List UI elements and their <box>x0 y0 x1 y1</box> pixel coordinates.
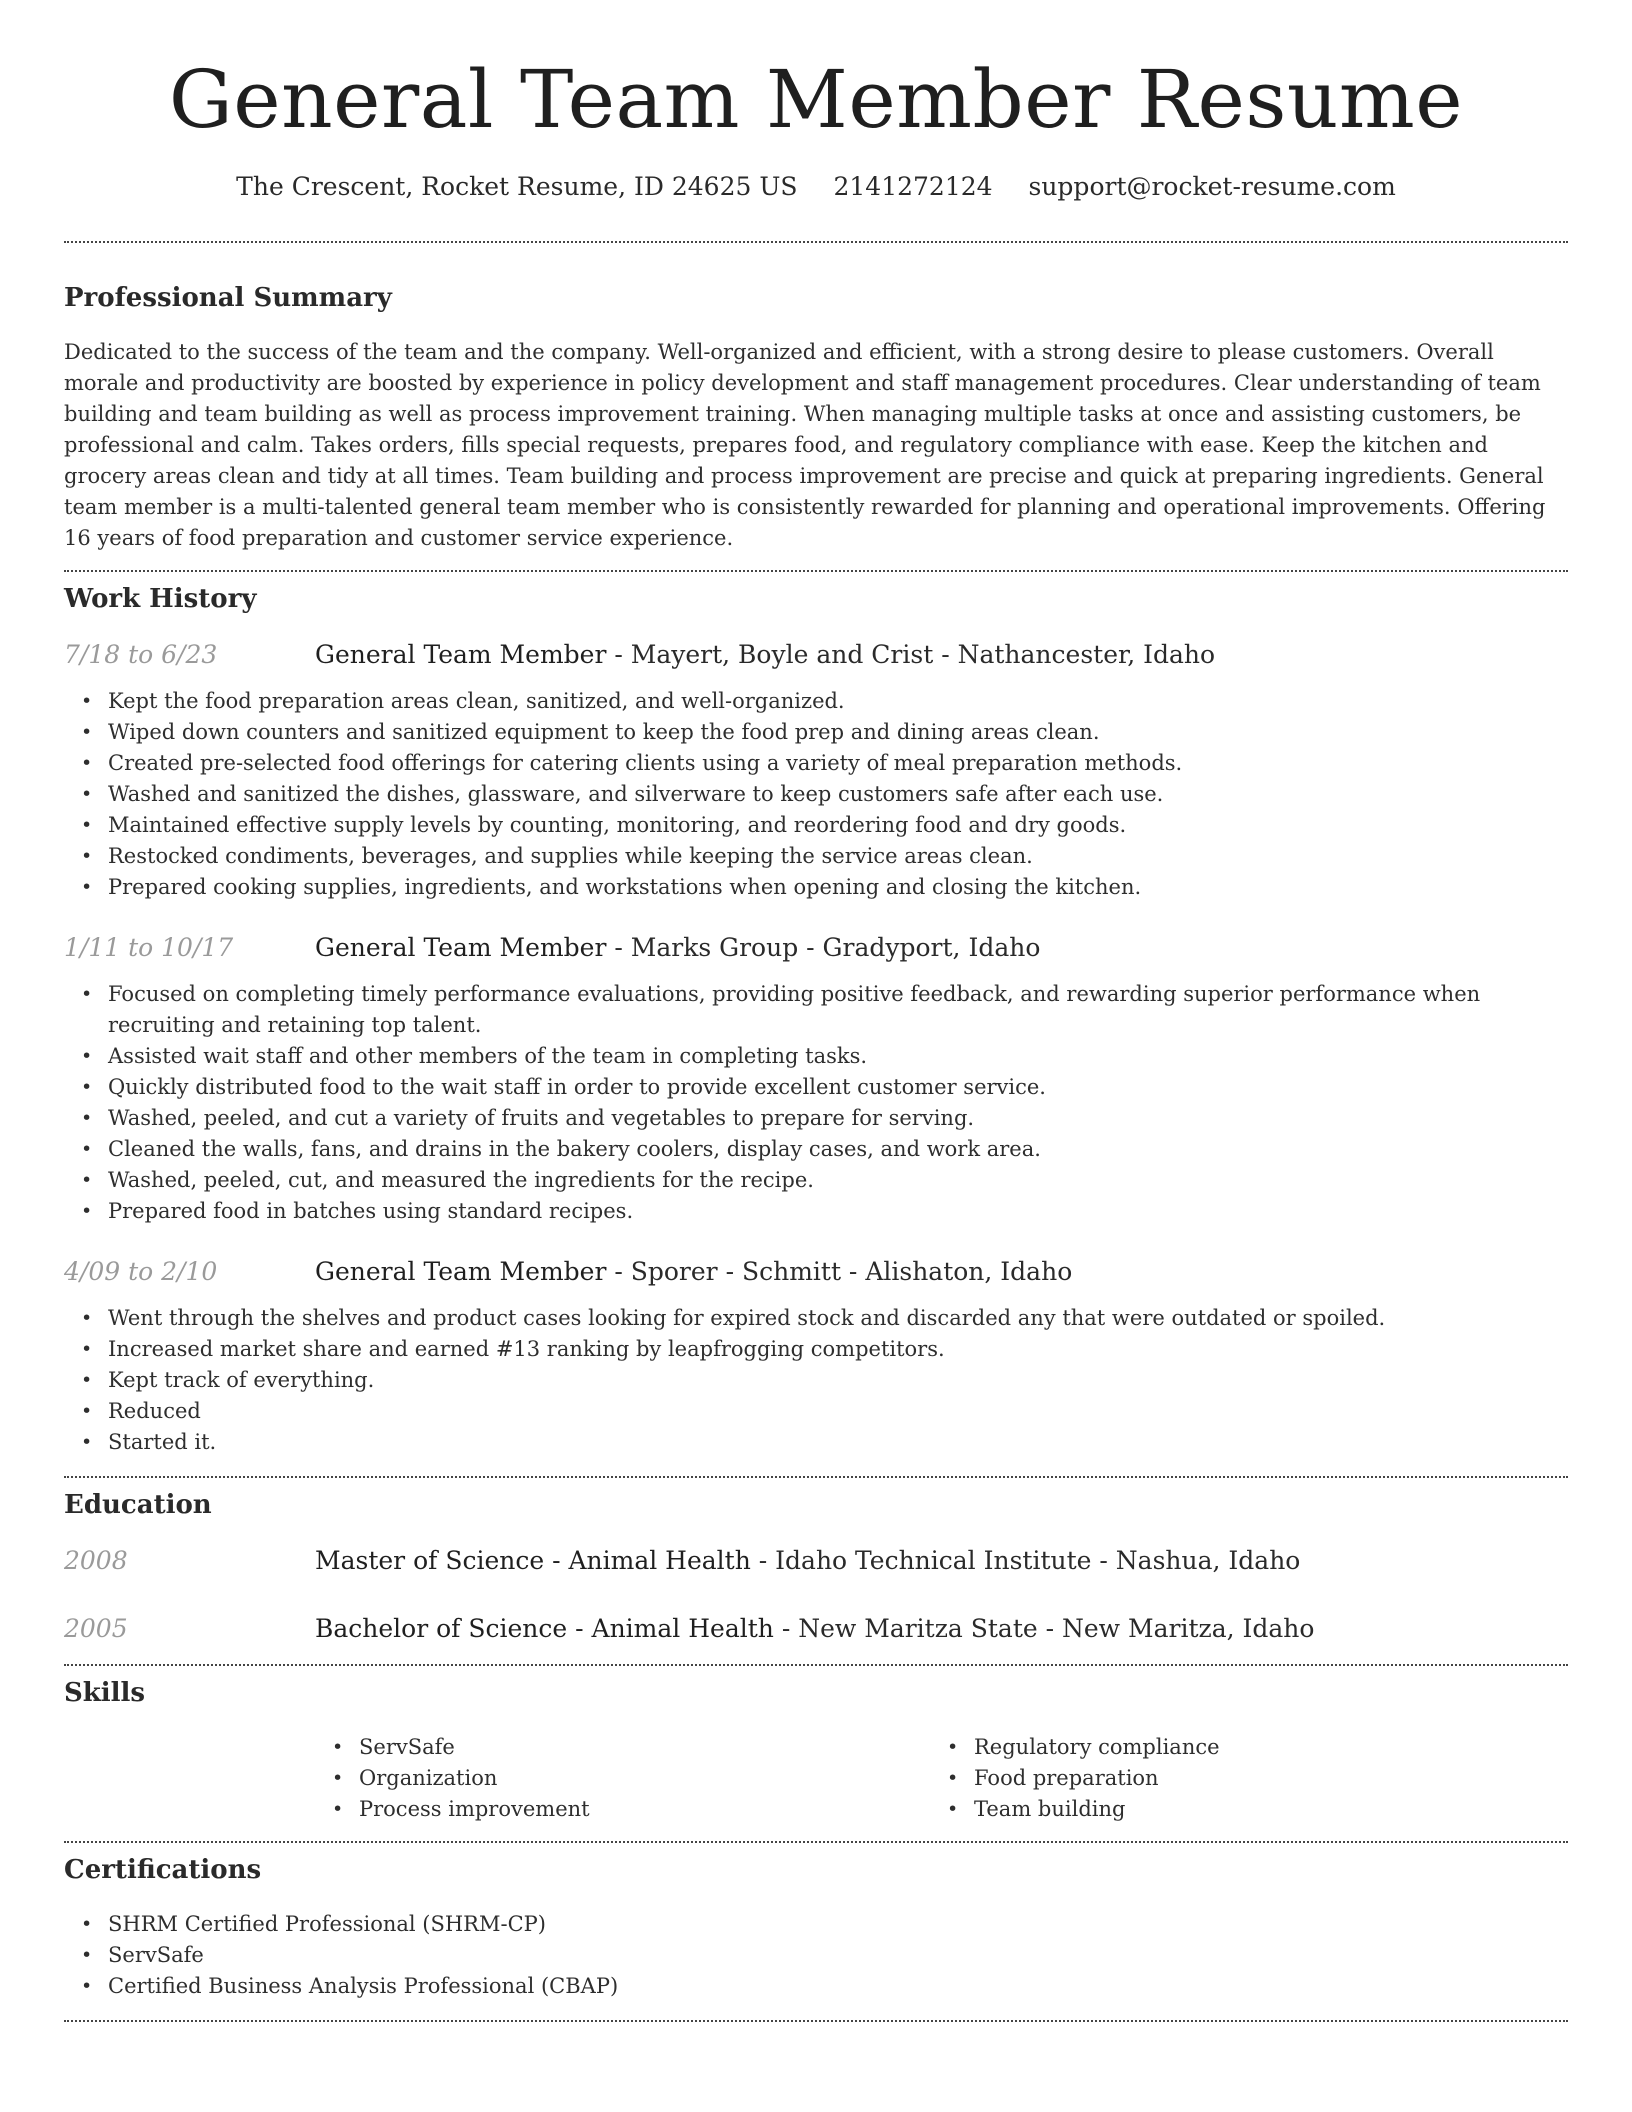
education-year: 2005 <box>64 1614 128 1643</box>
certifications-list <box>64 1909 1568 2002</box>
divider <box>64 2020 1568 2022</box>
list-item: • Food preparation <box>930 1763 1545 1794</box>
job-employer: - Marks Group - Gradyport, Idaho <box>606 933 1041 962</box>
job-bullets <box>64 979 1568 1227</box>
list-item: • Focused on completing timely performance evaluations, providing positive feedback, and rewarding superior performance when recruiting and retaining top talent. <box>64 979 1568 1041</box>
list-item: • Prepared food in batches using standard recipes. <box>64 1196 1568 1227</box>
list-item: • Kept track of everything. <box>64 1365 1568 1396</box>
job-title: General Team Member <box>315 640 607 669</box>
education-entry <box>64 1612 1568 1646</box>
education-year: 2008 <box>64 1546 128 1575</box>
resume-title: General Team Member Resume <box>168 53 1464 146</box>
education-degree: Master of Science - Animal Health <box>315 1546 751 1575</box>
job-dates: 1/11 to 10/17 <box>64 933 234 962</box>
divider <box>64 1841 1568 1843</box>
job-bullets <box>64 1303 1568 1458</box>
section-title-certifications: Certifications <box>64 1855 262 1885</box>
list-item: • Organization <box>315 1763 930 1794</box>
list-item: • Regulatory compliance <box>930 1732 1545 1763</box>
job-heading <box>315 1255 1072 1289</box>
education-school: - Idaho Technical Institute - Nashua, Idaho <box>750 1546 1301 1575</box>
job-heading <box>315 638 1215 672</box>
list-item: • Kept the food preparation areas clean, sanitized, and well-organized. <box>64 686 1568 717</box>
divider <box>64 241 1568 243</box>
section-title-education: Education <box>64 1490 212 1520</box>
list-item: • Went through the shelves and product cases looking for expired stock and discarded any that were outdated or spoiled. <box>64 1303 1568 1334</box>
list-item: • Certified Business Analysis Professional (CBAP) <box>64 1971 1568 2002</box>
contact-address: The Crescent, Rocket Resume, ID 24625 US <box>236 172 798 201</box>
section-title-skills: Skills <box>64 1678 146 1708</box>
education-degree: Bachelor of Science - Animal Health <box>315 1614 774 1643</box>
list-item: • Prepared cooking supplies, ingredients, and workstations when opening and closing the kitchen. <box>64 872 1568 903</box>
job-bullets <box>64 686 1568 903</box>
education-entry <box>64 1544 1568 1578</box>
education-school: - New Maritza State - New Maritza, Idaho <box>773 1614 1315 1643</box>
list-item: • Created pre-selected food offerings for catering clients using a variety of meal preparation methods. <box>64 748 1568 779</box>
section-title-work-history: Work History <box>64 584 257 614</box>
list-item: • Increased market share and earned #13 ranking by leapfrogging competitors. <box>64 1334 1568 1365</box>
skills-list-right <box>930 1732 1545 1825</box>
skills-list-left <box>315 1732 930 1825</box>
job-employer: - Sporer - Schmitt - Alishaton, Idaho <box>606 1257 1073 1286</box>
list-item: • Washed, peeled, cut, and measured the ingredients for the recipe. <box>64 1165 1568 1196</box>
divider <box>64 1476 1568 1478</box>
list-item: • Wiped down counters and sanitized equipment to keep the food prep and dining areas clean. <box>64 717 1568 748</box>
list-item: • Washed and sanitized the dishes, glassware, and silverware to keep customers safe after each use. <box>64 779 1568 810</box>
job-heading <box>315 931 1040 965</box>
education-heading <box>315 1544 1300 1578</box>
list-item: • Started it. <box>64 1427 1568 1458</box>
job-entry <box>64 638 1568 903</box>
summary-text: Dedicated to the success of the team and the company. Well-organized and efficient, with a strong desire to please customers. Overall morale and productivity are boosted by experience in policy development and staff management procedures. Clear understanding of team building and team building as well as process improvement training. When managing multiple tasks at once and assisting customers, be professional and calm. Takes orders, fills special requests, prepares food, and regulatory compliance with ease. Keep the kitchen and grocery areas clean and tidy at all times. Team building and process improvement are precise and quick at preparing ingredients. General team member is a multi-talented general team member who is consistently rewarded for planning and operational improvements. Offering 16 years of food preparation and customer service experience. <box>64 340 1546 550</box>
list-item: • Reduced <box>64 1396 1568 1427</box>
contact-phone: 2141272124 <box>833 172 993 201</box>
divider <box>64 570 1568 572</box>
list-item: • Quickly distributed food to the wait staff in order to provide excellent customer service. <box>64 1072 1568 1103</box>
list-item: • SHRM Certified Professional (SHRM-CP) <box>64 1909 1568 1940</box>
list-item: • Restocked condiments, beverages, and supplies while keeping the service areas clean. <box>64 841 1568 872</box>
job-title: General Team Member <box>315 933 607 962</box>
list-item: • Cleaned the walls, fans, and drains in the bakery coolers, display cases, and work area. <box>64 1134 1568 1165</box>
job-entry <box>64 931 1568 1227</box>
job-employer: - Mayert, Boyle and Crist - Nathancester, Idaho <box>606 640 1216 669</box>
list-item: • Team building <box>930 1794 1545 1825</box>
job-title: General Team Member <box>315 1257 607 1286</box>
list-item: • ServSafe <box>315 1732 930 1763</box>
list-item: • Washed, peeled, and cut a variety of fruits and vegetables to prepare for serving. <box>64 1103 1568 1134</box>
skills-grid <box>315 1732 1568 1825</box>
section-title-summary: Professional Summary <box>64 283 392 313</box>
list-item: • Assisted wait staff and other members of the team in completing tasks. <box>64 1041 1568 1072</box>
divider <box>64 1664 1568 1666</box>
job-dates: 7/18 to 6/23 <box>64 640 218 669</box>
list-item: • Maintained effective supply levels by counting, monitoring, and reordering food and dry goods. <box>64 810 1568 841</box>
job-dates: 4/09 to 2/10 <box>64 1257 218 1286</box>
list-item: • ServSafe <box>64 1940 1568 1971</box>
contact-line <box>64 170 1568 204</box>
education-heading <box>315 1612 1314 1646</box>
contact-email: support@rocket-resume.com <box>1028 172 1396 201</box>
list-item: • Process improvement <box>315 1794 930 1825</box>
job-entry <box>64 1255 1568 1458</box>
